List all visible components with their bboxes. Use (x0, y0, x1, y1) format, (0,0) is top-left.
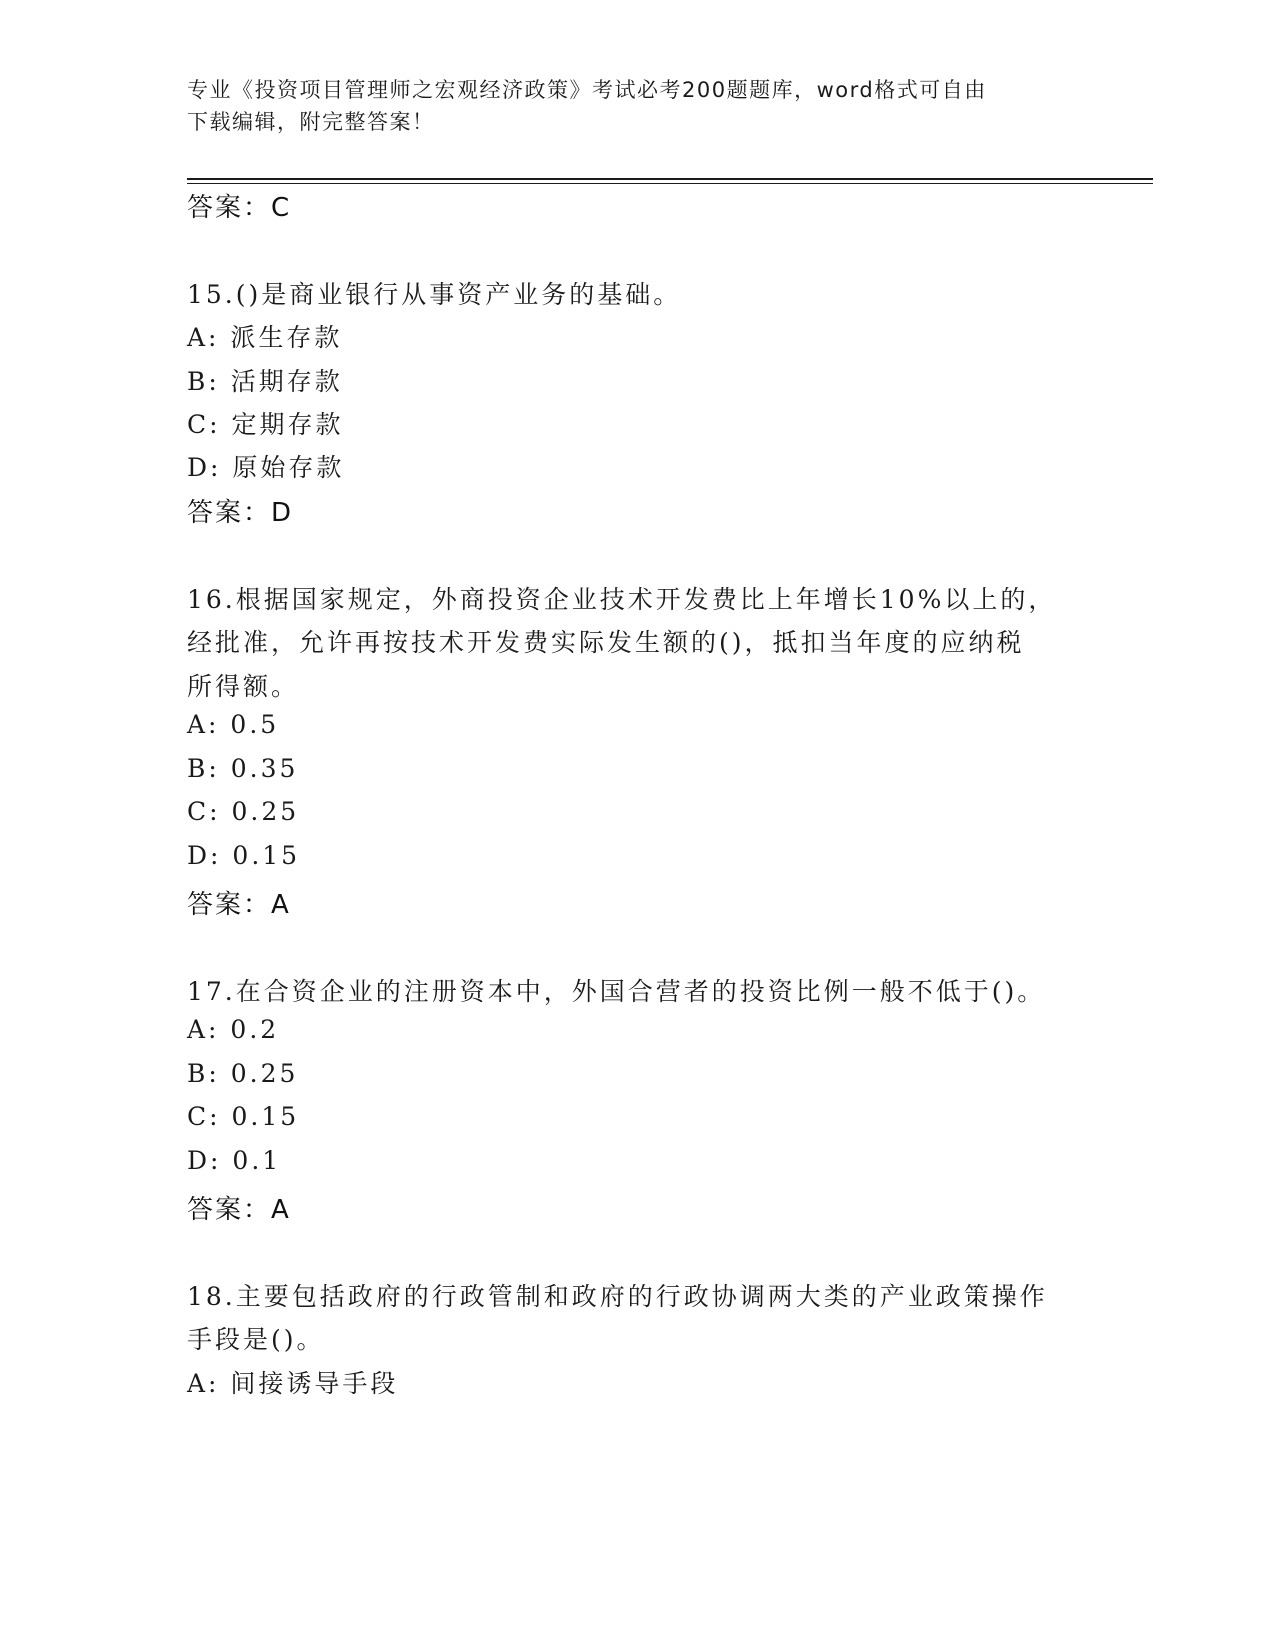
question-text: 经批准，允许再按技术开发费实际发生额的()，抵扣当年度的应纳税 (187, 628, 1025, 657)
option-d: D: 0.15 (187, 841, 301, 870)
question-text: 所得额。 (187, 672, 300, 701)
option-c: C: 定期存款 (187, 410, 344, 439)
option-b: B: 活期存款 (187, 367, 343, 396)
question-text: 手段是()。 (187, 1325, 325, 1354)
header-line-2: 下载编辑，附完整答案！ (187, 110, 435, 134)
document-header (187, 74, 1067, 138)
header-rule-thin (187, 183, 1153, 184)
option-a: A: 0.2 (187, 1015, 280, 1044)
answer-line: 答案：C (187, 193, 292, 223)
option-a: A: 0.5 (187, 710, 280, 739)
option-b: B: 0.35 (187, 754, 299, 783)
option-b: B: 0.25 (187, 1059, 299, 1088)
option-d: D: 原始存款 (187, 453, 345, 482)
answer-line: 答案：A (187, 890, 291, 920)
option-c: C: 0.25 (187, 797, 300, 826)
question-text: 17.在合资企业的注册资本中，外国合营者的投资比例一般不低于()。 (187, 977, 1046, 1006)
question-text: 15.()是商业银行从事资产业务的基础。 (187, 280, 682, 309)
option-c: C: 0.15 (187, 1102, 300, 1131)
option-a: A: 间接诱导手段 (187, 1369, 399, 1398)
question-text: 18.主要包括政府的行政管制和政府的行政协调两大类的产业政策操作 (187, 1282, 1048, 1311)
question-text: 16.根据国家规定，外商投资企业技术开发费比上年增长10%以上的， (187, 585, 1057, 614)
header-rule-thick (187, 178, 1153, 180)
header-line-1: 专业《投资项目管理师之宏观经济政策》考试必考200题题库，word格式可自由 (187, 78, 987, 102)
answer-line: 答案：A (187, 1195, 291, 1225)
option-d: D: 0.1 (187, 1146, 282, 1175)
answer-line: 答案：D (187, 498, 294, 528)
option-a: A: 派生存款 (187, 323, 343, 352)
